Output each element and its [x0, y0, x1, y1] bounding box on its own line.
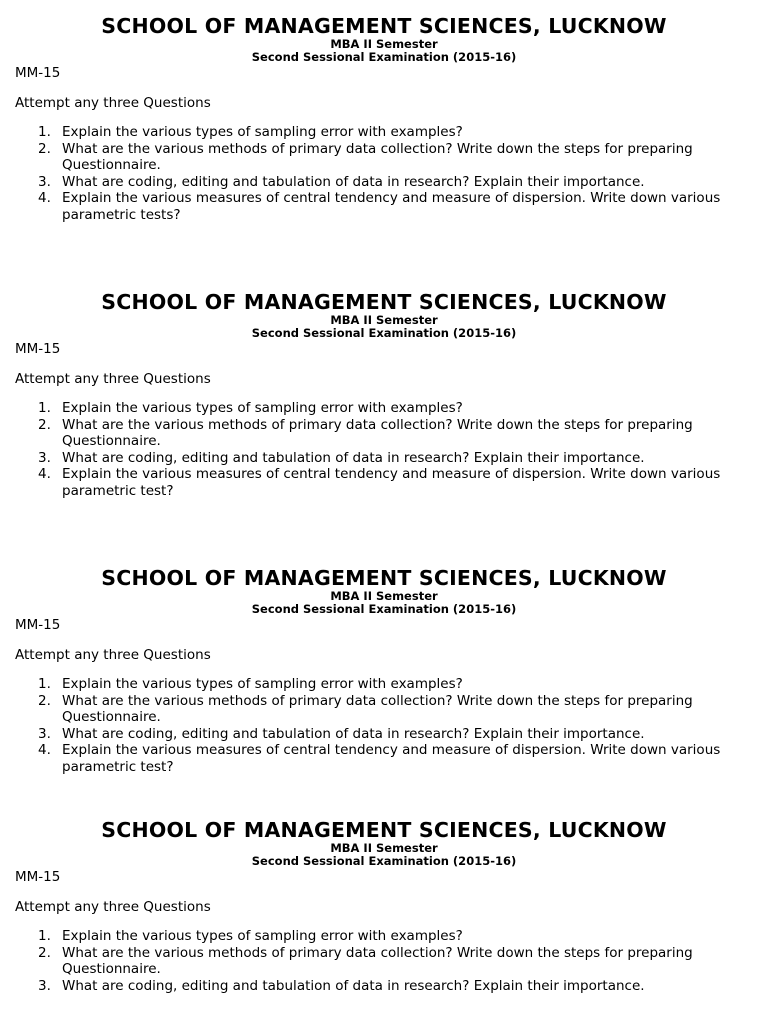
question-text: Explain the various types of sampling error with examples?	[62, 400, 463, 416]
instruction: Attempt any three Questions	[15, 95, 211, 111]
question-text: What are the various methods of primary data collection? Write down the steps for preparing Questionnaire.	[62, 944, 693, 977]
question-text: What are coding, editing and tabulation of data in research? Explain their importance.	[62, 449, 645, 466]
instruction: Attempt any three Questions	[15, 371, 211, 387]
question-number: 2.	[38, 416, 51, 433]
max-marks: MM-15	[15, 341, 61, 357]
question-text: What are coding, editing and tabulation of data in research? Explain their importance.	[62, 977, 645, 994]
instruction: Attempt any three Questions	[15, 647, 211, 663]
semester-label: MBA II Semester	[330, 589, 438, 603]
question-number: 1.	[38, 676, 51, 692]
question-number: 3.	[38, 725, 51, 742]
question-number: 4.	[38, 466, 51, 482]
max-marks: MM-15	[15, 65, 61, 81]
question-number: 4.	[38, 742, 51, 758]
question-text: Explain the various types of sampling error with examples?	[62, 676, 463, 692]
question-list	[0, 124, 768, 223]
question-item	[0, 174, 742, 191]
semester-label: MBA II Semester	[330, 37, 438, 51]
instruction: Attempt any three Questions	[15, 899, 211, 915]
max-marks: MM-15	[15, 869, 61, 885]
semester-label: MBA II Semester	[330, 313, 438, 327]
question-number: 2.	[38, 140, 51, 157]
question-list	[0, 400, 768, 499]
question-number: 1.	[38, 400, 51, 416]
question-item	[0, 400, 742, 417]
question-number: 3.	[38, 977, 51, 994]
question-item	[0, 676, 742, 693]
question-text: What are coding, editing and tabulation of data in research? Explain their importance.	[62, 173, 645, 190]
question-number: 1.	[38, 124, 51, 140]
question-item	[0, 417, 742, 450]
exam-name: Second Sessional Examination (2015-16)	[251, 602, 517, 616]
exam-name: Second Sessional Examination (2015-16)	[251, 326, 517, 340]
school-title: SCHOOL OF MANAGEMENT SCIENCES, LUCKNOW	[101, 14, 667, 38]
question-text: Explain the various measures of central tendency and measure of dispersion. Write down various parametric test?	[62, 466, 721, 499]
question-item	[0, 124, 742, 141]
question-text: What are the various methods of primary data collection? Write down the steps for preparing Questionnaire.	[62, 692, 693, 725]
question-item	[0, 693, 742, 726]
semester-label: MBA II Semester	[330, 841, 438, 855]
question-number: 4.	[38, 190, 51, 206]
question-number: 2.	[38, 944, 51, 961]
exam-name: Second Sessional Examination (2015-16)	[251, 854, 517, 868]
question-item	[0, 466, 742, 499]
question-text: What are coding, editing and tabulation of data in research? Explain their importance.	[62, 725, 645, 742]
question-text: Explain the various measures of central tendency and measure of dispersion. Write down various parametric tests?	[62, 190, 721, 223]
question-item	[0, 945, 742, 978]
question-number: 3.	[38, 173, 51, 190]
question-item	[0, 978, 742, 995]
school-title: SCHOOL OF MANAGEMENT SCIENCES, LUCKNOW	[101, 818, 667, 842]
question-text: Explain the various measures of central tendency and measure of dispersion. Write down various parametric test?	[62, 742, 721, 775]
question-text: Explain the various types of sampling error with examples?	[62, 124, 463, 140]
question-list	[0, 928, 768, 994]
question-item	[0, 450, 742, 467]
school-title: SCHOOL OF MANAGEMENT SCIENCES, LUCKNOW	[101, 566, 667, 590]
question-number: 3.	[38, 449, 51, 466]
max-marks: MM-15	[15, 617, 61, 633]
question-item	[0, 141, 742, 174]
question-item	[0, 928, 742, 945]
question-list	[0, 676, 768, 775]
question-text: What are the various methods of primary data collection? Write down the steps for preparing Questionnaire.	[62, 140, 693, 173]
question-item	[0, 726, 742, 743]
question-number: 2.	[38, 692, 51, 709]
exam-name: Second Sessional Examination (2015-16)	[251, 50, 517, 64]
question-item	[0, 190, 742, 223]
school-title: SCHOOL OF MANAGEMENT SCIENCES, LUCKNOW	[101, 290, 667, 314]
question-item	[0, 742, 742, 775]
question-text: What are the various methods of primary data collection? Write down the steps for preparing Questionnaire.	[62, 416, 693, 449]
question-number: 1.	[38, 928, 51, 944]
question-text: Explain the various types of sampling error with examples?	[62, 928, 463, 944]
